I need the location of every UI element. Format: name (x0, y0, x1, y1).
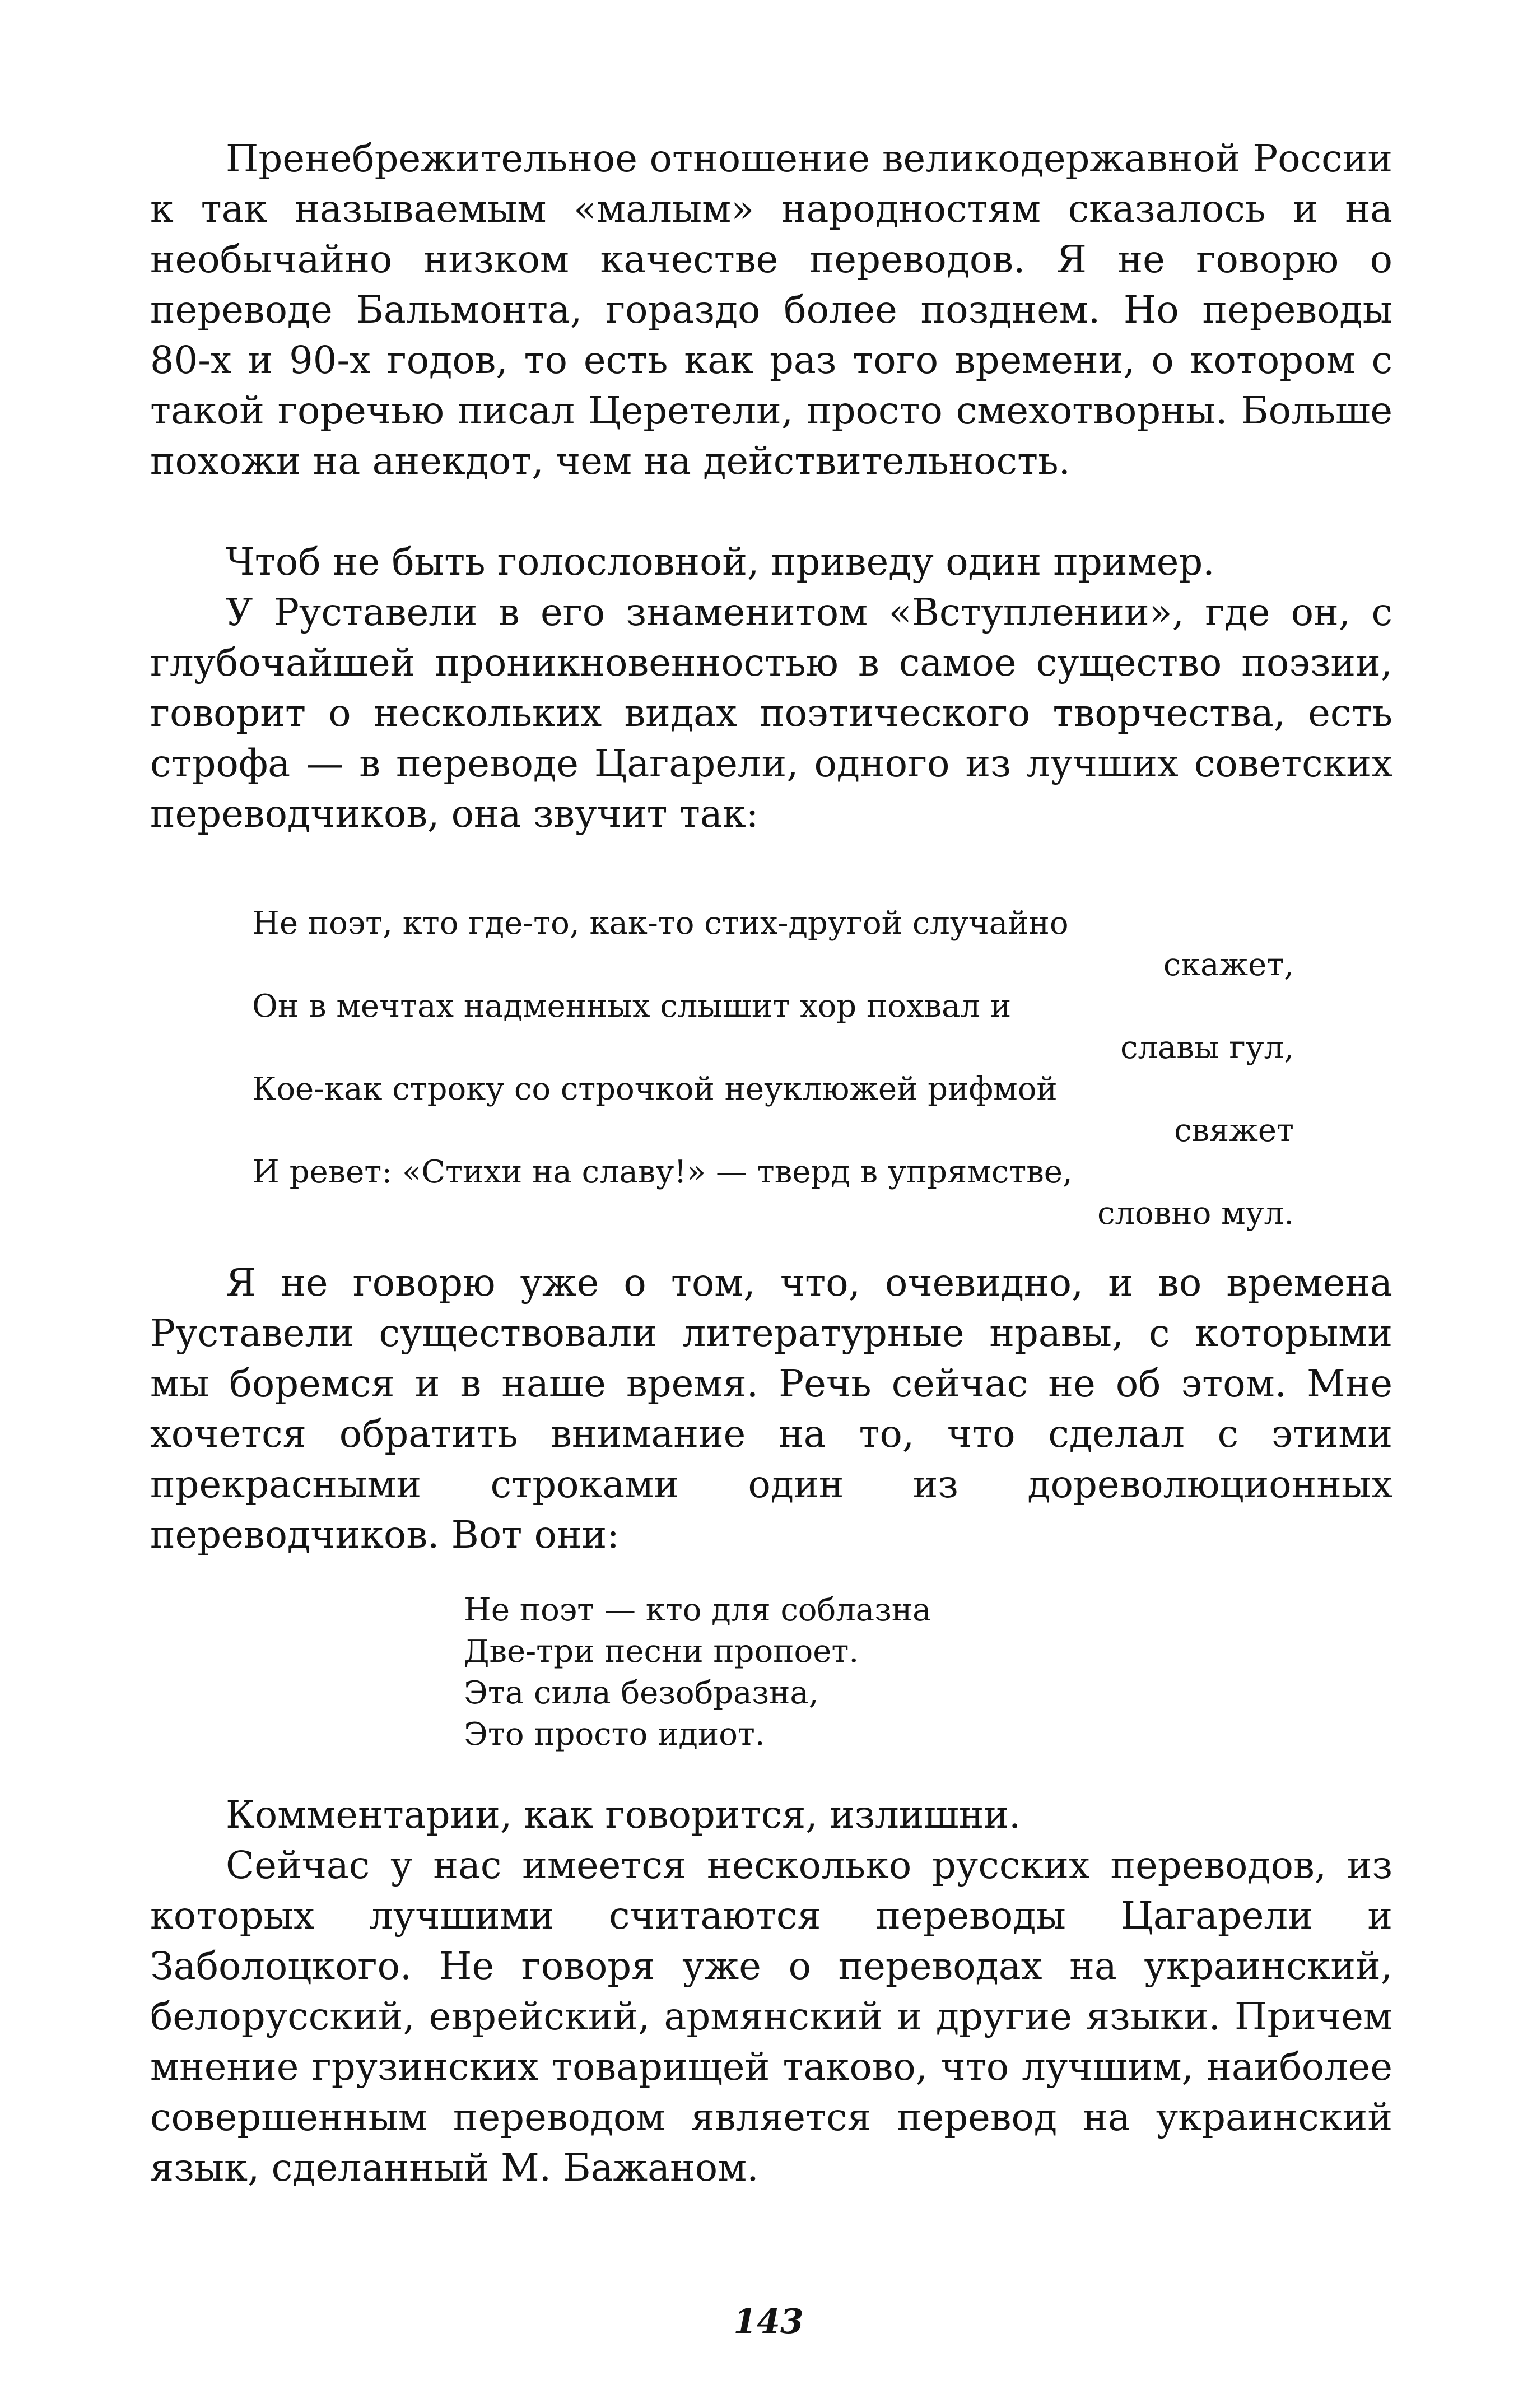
poem-line-continuation: скажет, (1163, 947, 1294, 983)
paragraph-6: Сейчас у нас имеется несколько русских переводов, из которых лучшими считаются переводы Цагарели и Заболоцкого. Не говоря уже о переводах на украинский, белорусский, еврейский, армянский и другие языки. Причем мнение грузинских товарищей таково, что лучшим, наиболее совершенным переводом является перевод на украинский язык, сделанный М. Бажаном. (150, 1843, 1392, 2190)
poem-line-continuation: свяжет (1174, 1112, 1294, 1149)
paragraph-3: У Руставели в его знаменитом «Вступлении», где он, с глубочайшей проникновенностью в самое существо поэзии, говорит о нескольких видах поэтического творчества, есть строфа — в переводе Цагарели, одного из лучших советских переводчиков, она звучит так: (150, 590, 1392, 836)
poem-line: Кое-как строку со строчкой неуклюжей рифмой (252, 1071, 1058, 1107)
poem-line: И ревет: «Стихи на славу!» — тверд в упрямстве, (252, 1154, 1073, 1190)
poem-line: Не поэт — кто для соблазна (464, 1592, 931, 1628)
paragraph-5: Комментарии, как говорится, излишни. (226, 1793, 1021, 1837)
poem-line: Это просто идиот. (464, 1716, 765, 1753)
poem-prerevolutionary-translation (464, 1590, 1136, 1755)
paragraph-1: Пренебрежительное отношение великодержавной России к так называемым «малым» народностям сказалось и на необычайно низком качестве переводов. Я не говорю о переводе Бальмонта, гораздо более позднем. Но переводы 80-х и 90-х годов, то есть как раз того времени, о котором с такой горечью писал Церетели, просто смехотворны. Больше похожи на анекдот, чем на действительность. (150, 137, 1392, 483)
poem-line-continuation: словно мул. (1097, 1195, 1294, 1232)
paragraph-4: Я не говорю уже о том, что, очевидно, и во времена Руставели существовали литературные нравы, с которыми мы боремся и в наше время. Речь сейчас не об этом. Мне хочется обратить внимание на то, что сделал с этими прекрасными строками один из дореволюционных переводчиков. Вот они: (150, 1261, 1392, 1557)
poem-line: Он в мечтах надменных слышит хор похвал и (252, 988, 1012, 1024)
poem-line: Эта сила безобразна, (464, 1675, 819, 1711)
poem-line: Не поэт, кто где-то, как-то стих-другой случайно (252, 905, 1069, 942)
page-number: 143 (733, 2302, 804, 2341)
poem-line-continuation: славы гул, (1120, 1030, 1294, 1066)
poem-line: Две-три песни пропоет. (464, 1633, 859, 1670)
poem-translation-tsagareli (252, 903, 1294, 1235)
paragraph-2: Чтоб не быть голословной, приведу один пример. (226, 540, 1215, 584)
